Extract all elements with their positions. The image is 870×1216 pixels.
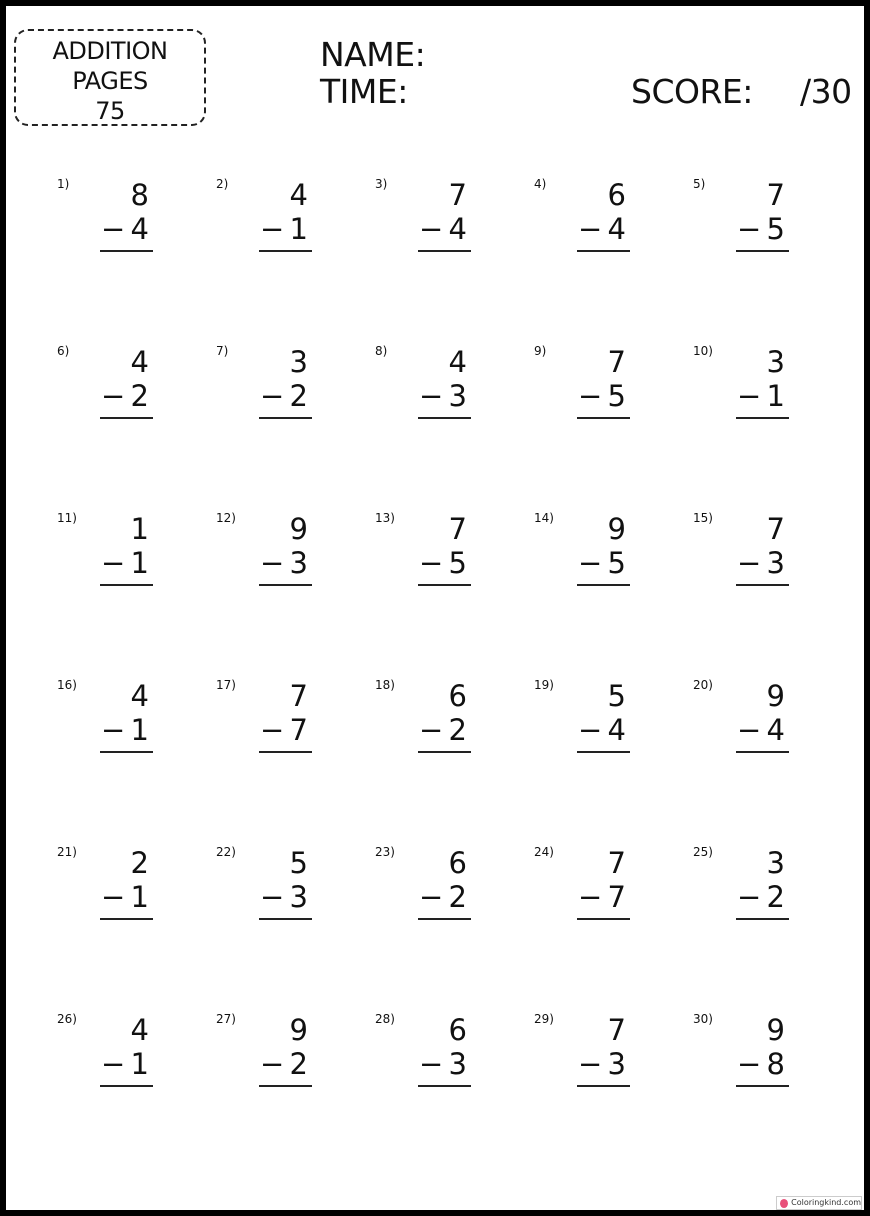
title-line-2: PAGES — [72, 67, 148, 95]
subtrahend: 3 — [607, 1047, 626, 1081]
time-label: TIME: — [320, 72, 408, 111]
answer-line[interactable] — [736, 584, 789, 586]
problem-5 — [693, 177, 843, 277]
minus-sign: − — [260, 212, 285, 246]
subtrahend: 2 — [448, 713, 467, 747]
problem-22 — [216, 845, 366, 945]
problem-number: 1) — [57, 177, 70, 191]
problem-16 — [57, 678, 207, 778]
answer-line[interactable] — [577, 417, 630, 419]
minuend: 4 — [448, 345, 467, 379]
name-label: NAME: — [320, 35, 426, 74]
answer-line[interactable] — [259, 918, 312, 920]
minuend: 5 — [607, 679, 626, 713]
minus-sign: − — [578, 379, 603, 413]
minuend: 6 — [448, 1013, 467, 1047]
minus-sign: − — [101, 713, 126, 747]
subtrahend: 1 — [130, 546, 149, 580]
problem-number: 15) — [693, 511, 713, 525]
minus-sign: − — [101, 1047, 126, 1081]
problem-17 — [216, 678, 366, 778]
subtrahend: 3 — [289, 546, 308, 580]
problem-8 — [375, 344, 525, 444]
answer-line[interactable] — [418, 751, 471, 753]
answer-line[interactable] — [418, 250, 471, 252]
minuend: 4 — [130, 345, 149, 379]
problem-4 — [534, 177, 684, 277]
minuend: 2 — [130, 846, 149, 880]
problem-24 — [534, 845, 684, 945]
minus-sign: − — [737, 1047, 762, 1081]
problem-number: 12) — [216, 511, 236, 525]
answer-line[interactable] — [736, 417, 789, 419]
answer-line[interactable] — [577, 1085, 630, 1087]
subtrahend: 4 — [448, 212, 467, 246]
answer-line[interactable] — [736, 250, 789, 252]
answer-line[interactable] — [100, 417, 153, 419]
subtrahend: 5 — [448, 546, 467, 580]
minuend: 7 — [448, 512, 467, 546]
subtrahend: 4 — [607, 212, 626, 246]
subtrahend: 1 — [766, 379, 785, 413]
minus-sign: − — [419, 379, 444, 413]
answer-line[interactable] — [100, 1085, 153, 1087]
subtrahend: 2 — [130, 379, 149, 413]
problem-7 — [216, 344, 366, 444]
title-line-3: 75 — [95, 97, 125, 125]
minus-sign: − — [419, 212, 444, 246]
minus-sign: − — [260, 880, 285, 914]
minuend: 9 — [607, 512, 626, 546]
minus-sign: − — [419, 880, 444, 914]
minus-sign: − — [419, 546, 444, 580]
problem-number: 5) — [693, 177, 706, 191]
subtrahend: 1 — [130, 880, 149, 914]
subtrahend: 3 — [448, 379, 467, 413]
answer-line[interactable] — [100, 250, 153, 252]
minuend: 7 — [607, 345, 626, 379]
problem-number: 14) — [534, 511, 554, 525]
problem-9 — [534, 344, 684, 444]
subtrahend: 5 — [607, 379, 626, 413]
score-label: SCORE: — [631, 72, 753, 111]
problem-10 — [693, 344, 843, 444]
subtrahend: 2 — [766, 880, 785, 914]
minuend: 4 — [130, 679, 149, 713]
subtrahend: 3 — [289, 880, 308, 914]
problem-number: 27) — [216, 1012, 236, 1026]
answer-line[interactable] — [259, 1085, 312, 1087]
problem-number: 18) — [375, 678, 395, 692]
answer-line[interactable] — [100, 918, 153, 920]
problem-28 — [375, 1012, 525, 1112]
minus-sign: − — [737, 379, 762, 413]
problem-grid — [6, 6, 864, 1210]
minuend: 1 — [130, 512, 149, 546]
minus-sign: − — [101, 212, 126, 246]
watermark — [776, 1196, 862, 1210]
problem-number: 4) — [534, 177, 547, 191]
answer-line[interactable] — [259, 584, 312, 586]
problem-number: 16) — [57, 678, 77, 692]
problem-19 — [534, 678, 684, 778]
minus-sign: − — [260, 713, 285, 747]
minuend: 6 — [448, 846, 467, 880]
subtrahend: 1 — [130, 1047, 149, 1081]
answer-line[interactable] — [418, 417, 471, 419]
answer-line[interactable] — [418, 918, 471, 920]
problem-23 — [375, 845, 525, 945]
subtrahend: 2 — [289, 379, 308, 413]
subtrahend: 4 — [766, 713, 785, 747]
problem-number: 6) — [57, 344, 70, 358]
problem-number: 17) — [216, 678, 236, 692]
problem-number: 3) — [375, 177, 388, 191]
minuend: 9 — [289, 1013, 308, 1047]
problem-number: 28) — [375, 1012, 395, 1026]
minus-sign: − — [578, 880, 603, 914]
problem-15 — [693, 511, 843, 611]
answer-line[interactable] — [100, 584, 153, 586]
problem-number: 26) — [57, 1012, 77, 1026]
worksheet-page — [6, 6, 864, 1210]
subtrahend: 1 — [289, 212, 308, 246]
minuend: 5 — [289, 846, 308, 880]
answer-line[interactable] — [577, 751, 630, 753]
answer-line[interactable] — [259, 250, 312, 252]
problem-11 — [57, 511, 207, 611]
problem-number: 20) — [693, 678, 713, 692]
subtrahend: 5 — [766, 212, 785, 246]
problem-3 — [375, 177, 525, 277]
subtrahend: 3 — [766, 546, 785, 580]
problem-30 — [693, 1012, 843, 1112]
problem-number: 24) — [534, 845, 554, 859]
minus-sign: − — [737, 880, 762, 914]
minuend: 3 — [289, 345, 308, 379]
subtrahend: 3 — [448, 1047, 467, 1081]
problem-number: 30) — [693, 1012, 713, 1026]
title-line-1: ADDITION — [52, 37, 168, 65]
problem-number: 23) — [375, 845, 395, 859]
minuend: 8 — [130, 178, 149, 212]
answer-line[interactable] — [736, 751, 789, 753]
problem-2 — [216, 177, 366, 277]
subtrahend: 1 — [130, 713, 149, 747]
minus-sign: − — [737, 713, 762, 747]
minuend: 7 — [607, 1013, 626, 1047]
minus-sign: − — [578, 212, 603, 246]
minuend: 6 — [448, 679, 467, 713]
minus-sign: − — [737, 212, 762, 246]
problem-number: 9) — [534, 344, 547, 358]
minuend: 6 — [607, 178, 626, 212]
problem-number: 29) — [534, 1012, 554, 1026]
answer-line[interactable] — [577, 918, 630, 920]
answer-line[interactable] — [259, 751, 312, 753]
problem-21 — [57, 845, 207, 945]
minus-sign: − — [578, 546, 603, 580]
subtrahend: 8 — [766, 1047, 785, 1081]
minus-sign: − — [101, 880, 126, 914]
problem-number: 8) — [375, 344, 388, 358]
problem-13 — [375, 511, 525, 611]
answer-line[interactable] — [577, 584, 630, 586]
brush-logo-icon — [780, 1199, 788, 1208]
minuend: 3 — [766, 345, 785, 379]
answer-line[interactable] — [736, 1085, 789, 1087]
minuend: 9 — [289, 512, 308, 546]
minuend: 7 — [607, 846, 626, 880]
minuend: 9 — [766, 1013, 785, 1047]
minus-sign: − — [101, 546, 126, 580]
answer-line[interactable] — [259, 417, 312, 419]
minus-sign: − — [101, 379, 126, 413]
subtrahend: 5 — [607, 546, 626, 580]
subtrahend: 2 — [289, 1047, 308, 1081]
minuend: 4 — [289, 178, 308, 212]
answer-line[interactable] — [418, 1085, 471, 1087]
minus-sign: − — [578, 1047, 603, 1081]
problem-number: 7) — [216, 344, 229, 358]
answer-line[interactable] — [736, 918, 789, 920]
problem-20 — [693, 678, 843, 778]
minus-sign: − — [260, 546, 285, 580]
problem-25 — [693, 845, 843, 945]
problem-18 — [375, 678, 525, 778]
problem-1 — [57, 177, 207, 277]
subtrahend: 7 — [289, 713, 308, 747]
problem-number: 21) — [57, 845, 77, 859]
problem-26 — [57, 1012, 207, 1112]
minuend: 3 — [766, 846, 785, 880]
problem-27 — [216, 1012, 366, 1112]
minus-sign: − — [260, 379, 285, 413]
problem-6 — [57, 344, 207, 444]
problem-number: 11) — [57, 511, 77, 525]
minus-sign: − — [260, 1047, 285, 1081]
subtrahend: 4 — [130, 212, 149, 246]
problem-number: 2) — [216, 177, 229, 191]
problem-14 — [534, 511, 684, 611]
problem-29 — [534, 1012, 684, 1112]
minuend: 7 — [289, 679, 308, 713]
minus-sign: − — [419, 1047, 444, 1081]
problem-12 — [216, 511, 366, 611]
minuend: 9 — [766, 679, 785, 713]
minuend: 7 — [766, 512, 785, 546]
minus-sign: − — [419, 713, 444, 747]
minuend: 7 — [766, 178, 785, 212]
problem-number: 10) — [693, 344, 713, 358]
subtrahend: 4 — [607, 713, 626, 747]
answer-line[interactable] — [577, 250, 630, 252]
problem-number: 19) — [534, 678, 554, 692]
minuend: 4 — [130, 1013, 149, 1047]
problem-number: 13) — [375, 511, 395, 525]
problem-number: 22) — [216, 845, 236, 859]
minuend: 7 — [448, 178, 467, 212]
minus-sign: − — [737, 546, 762, 580]
answer-line[interactable] — [418, 584, 471, 586]
subtrahend: 7 — [607, 880, 626, 914]
minus-sign: − — [578, 713, 603, 747]
score-total: /30 — [800, 72, 852, 111]
subtrahend: 2 — [448, 880, 467, 914]
problem-number: 25) — [693, 845, 713, 859]
answer-line[interactable] — [100, 751, 153, 753]
watermark-text: Coloringkind.com — [791, 1198, 861, 1207]
